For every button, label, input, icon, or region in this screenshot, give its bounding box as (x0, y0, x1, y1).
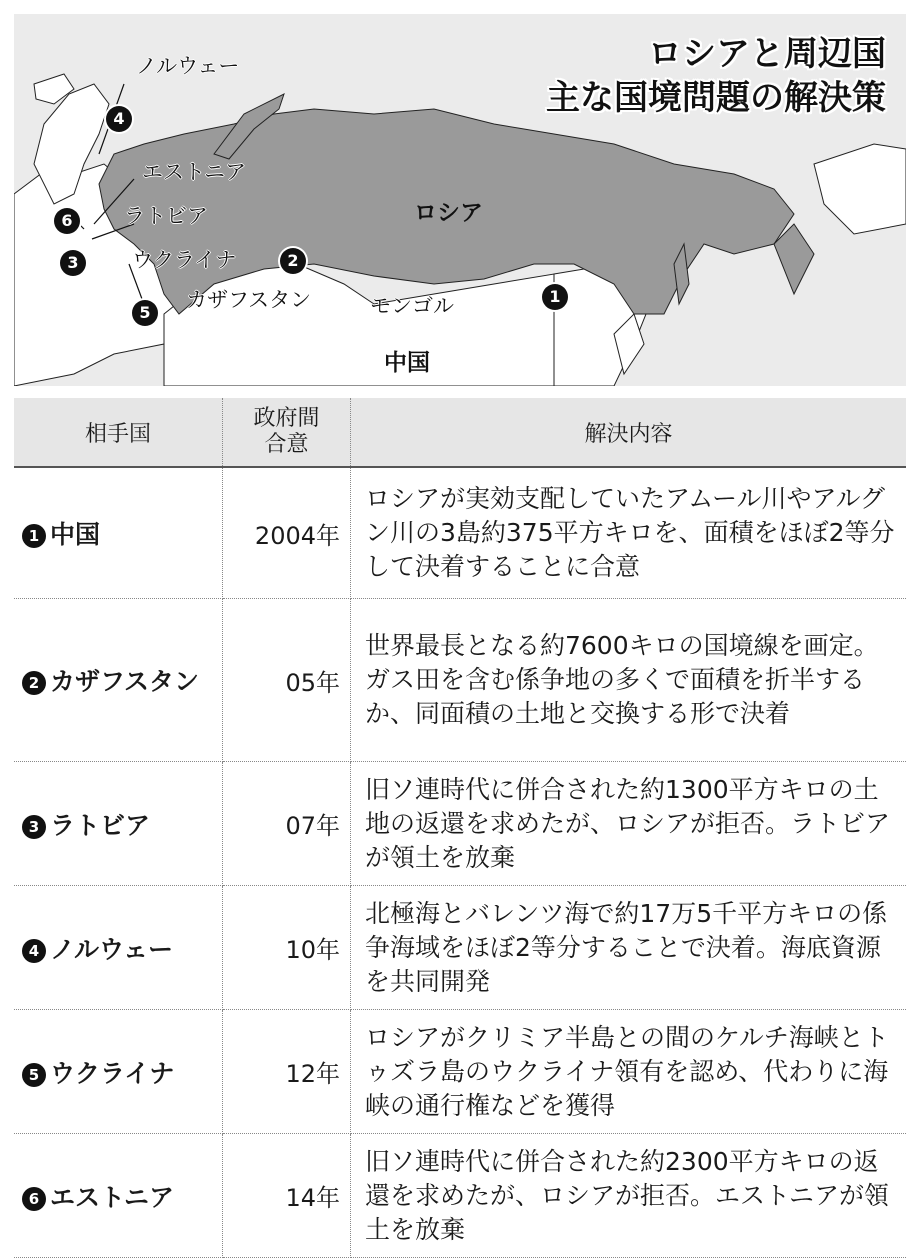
row-number-badge: 1 (22, 524, 46, 548)
country-cell (14, 762, 223, 886)
year-cell: 07年 (223, 762, 351, 886)
table-row (14, 599, 906, 762)
map-title-line2: 主な国境問題の解決策 (546, 78, 886, 118)
alaska-land (814, 144, 906, 234)
table-row (14, 762, 906, 886)
country-name: ノルウェー (50, 934, 174, 964)
country-cell (14, 1134, 223, 1258)
header-country: 相手国 (14, 398, 223, 467)
label-ukraine: ウクライナ (132, 248, 237, 272)
table-row (14, 467, 906, 599)
row-number-badge: 3 (22, 815, 46, 839)
map-marker-1: 1 (542, 284, 568, 310)
table-row (14, 1134, 906, 1258)
content-cell: 世界最長となる約7600キロの国境線を画定。ガス田を含む係争地の多くで面積を折半するか、同面積の土地と交換する形で決着 (351, 599, 907, 762)
country-name: エストニア (50, 1182, 175, 1212)
content-cell: 旧ソ連時代に併合された約1300平方キロの土地の返還を求めたが、ロシアが拒否。ラトビアが領土を放棄 (351, 762, 907, 886)
row-number-badge: 4 (22, 939, 46, 963)
country-cell (14, 886, 223, 1010)
map-panel (14, 14, 906, 386)
content-cell: ロシアがクリミア半島との間のケルチ海峡とトゥズラ島のウクライナ領有を認め、代わりに海峡の通行権などを獲得 (351, 1010, 907, 1134)
map-marker-4: 4 (106, 106, 132, 132)
label-kazakhstan: カザフスタン (186, 288, 312, 312)
header-agreement-line1: 政府間 (253, 406, 320, 431)
row-number-badge: 6 (22, 1187, 46, 1211)
label-china: 中国 (384, 350, 430, 376)
year-cell: 10年 (223, 886, 351, 1010)
border-issues-table (14, 398, 906, 1258)
year-cell: 2004年 (223, 467, 351, 599)
content-cell: 北極海とバレンツ海で約17万5千平方キロの係争海域をほぼ2等分することで決着。海底資源を共同開発 (351, 886, 907, 1010)
content-cell: ロシアが実効支配していたアムール川やアルグン川の3島約375平方キロを、面積をほぼ2等分して決着することに合意 (351, 467, 907, 599)
country-cell (14, 1010, 223, 1134)
year-cell: 05年 (223, 599, 351, 762)
country-name: カザフスタン (50, 667, 200, 696)
label-russia: ロシア (414, 200, 483, 226)
table-row (14, 1010, 906, 1134)
country-cell (14, 599, 223, 762)
country-cell (14, 467, 223, 599)
row-number-badge: 2 (22, 671, 46, 695)
year-cell: 14年 (223, 1134, 351, 1258)
label-norway: ノルウェー (136, 54, 240, 78)
header-agreement-line2: 合意 (264, 432, 309, 457)
header-content: 解決内容 (351, 398, 907, 467)
year-cell: 12年 (223, 1010, 351, 1134)
country-name: ウクライナ (50, 1058, 175, 1088)
country-name: ラトビア (50, 810, 151, 840)
country-name: 中国 (50, 520, 101, 549)
map-marker-5: 5 (132, 300, 158, 326)
row-number-badge: 5 (22, 1063, 46, 1087)
map-marker-3: 3 (60, 250, 86, 276)
label-mongolia: モンゴル (370, 294, 454, 318)
map-title-line1: ロシアと周辺国 (648, 34, 886, 74)
label-latvia: ラトビア (124, 204, 208, 228)
map-marker-2: 2 (280, 248, 306, 274)
map-marker-6: 6 (54, 208, 80, 234)
label-estonia: エストニア (142, 160, 247, 184)
table-header-row (14, 398, 906, 467)
map-title (546, 32, 886, 120)
header-agreement (223, 398, 351, 467)
table-row (14, 886, 906, 1010)
content-cell: 旧ソ連時代に併合された約2300平方キロの返還を求めたが、ロシアが拒否。エストニアが領土を放棄 (351, 1134, 907, 1258)
